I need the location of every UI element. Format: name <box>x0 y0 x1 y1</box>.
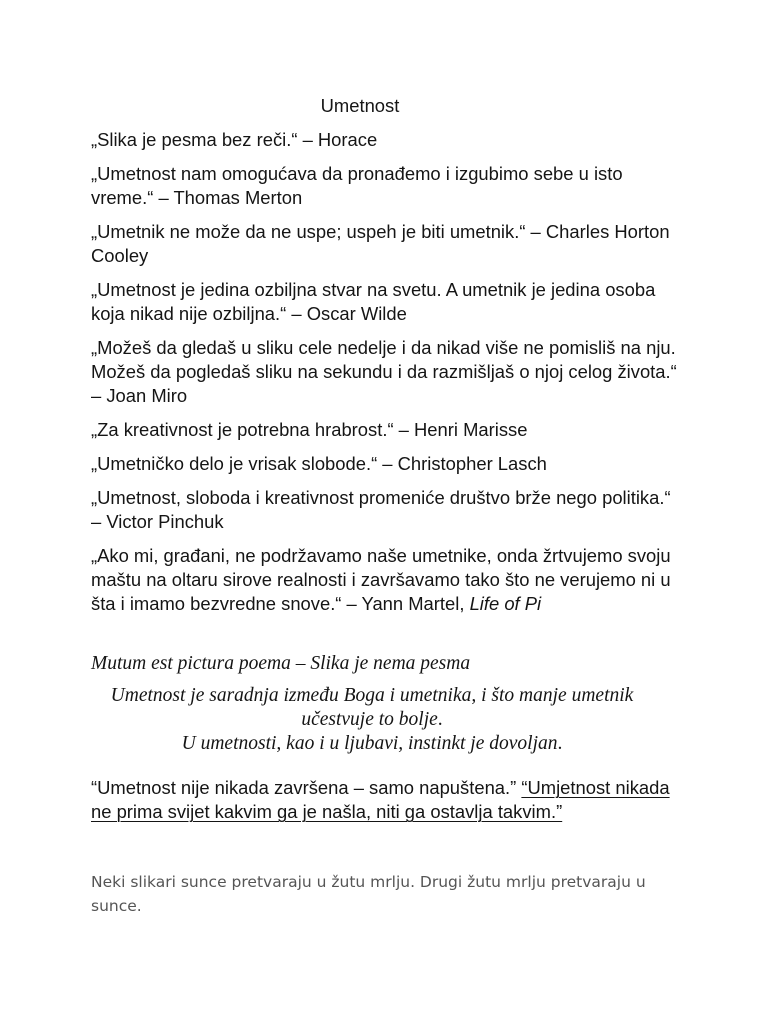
quote-miro: „Možeš da gledaš u sliku cele nedelje i da nikad više ne pomisliš na nju. Možeš da pogledaš sliku na sekundu i da razmišljaš o njoj celog života.“ – Joan Miro <box>91 337 677 406</box>
quote-pinchuk: „Umetnost, sloboda i kreativnost promeniće društvo brže nego politika.“ – Victor Pinchuk <box>91 487 671 532</box>
quote-horace: „Slika je pesma bez reči.“ – Horace <box>91 129 378 150</box>
centered-line-god-artist: Umetnost je saradnja između Boga i umetnika, i što manje umetnik učestvuje to bolje. <box>110 685 634 730</box>
final-quote <box>91 776 681 824</box>
quote-cooley: „Umetnik ne može da ne uspe; uspeh je biti umetnik.“ – Charles Horton Cooley <box>91 221 670 266</box>
quote-lasch: „Umetničko delo je vrisak slobode.“ – Christopher Lasch <box>91 453 547 474</box>
latin-proverb: Mutum est pictura poema – Slika je nema pesma <box>91 653 471 674</box>
closing-paragraph: Neki slikari sunce pretvaraju u žutu mrlju. Drugi žutu mrlju pretvaraju u sunce. <box>91 873 646 915</box>
final-quote-plain: “Umetnost nije nikada završena – samo napuštena.” <box>91 777 522 798</box>
quote-wilde: „Umetnost je jedina ozbiljna stvar na svetu. A umetnik je jedina osoba koja nikad nije ozbiljna.“ – Oscar Wilde <box>91 279 656 324</box>
book-title-life-of-pi: Life of Pi <box>469 593 542 614</box>
final-quote-underlined: “Umjetnost nikada ne prima svijet kakvim ga je našla, niti ga ostavlja takvim.” <box>91 777 670 822</box>
centered-line-instinct: U umetnosti, kao i u ljubavi, instinkt je dovoljan. <box>181 733 563 754</box>
quote-merton: „Umetnost nam omogućava da pronađemo i izgubimo sebe u isto vreme.“ – Thomas Merton <box>91 163 623 208</box>
quote-martel-text: „Ako mi, građani, ne podržavamo naše umetnike, onda žrtvujemo svoju maštu na oltaru sirove realnosti i završavamo tako što ne verujemo ni u šta i imamo bezvredne snove.“ – Yann Martel, <box>91 545 671 614</box>
document-title: Umetnost <box>320 95 400 116</box>
quote-marisse: „Za kreativnost je potrebna hrabrost.“ – Henri Marisse <box>91 419 528 440</box>
quotes-list <box>91 128 681 626</box>
centered-quotes <box>91 684 653 756</box>
quote-martel <box>91 544 681 616</box>
